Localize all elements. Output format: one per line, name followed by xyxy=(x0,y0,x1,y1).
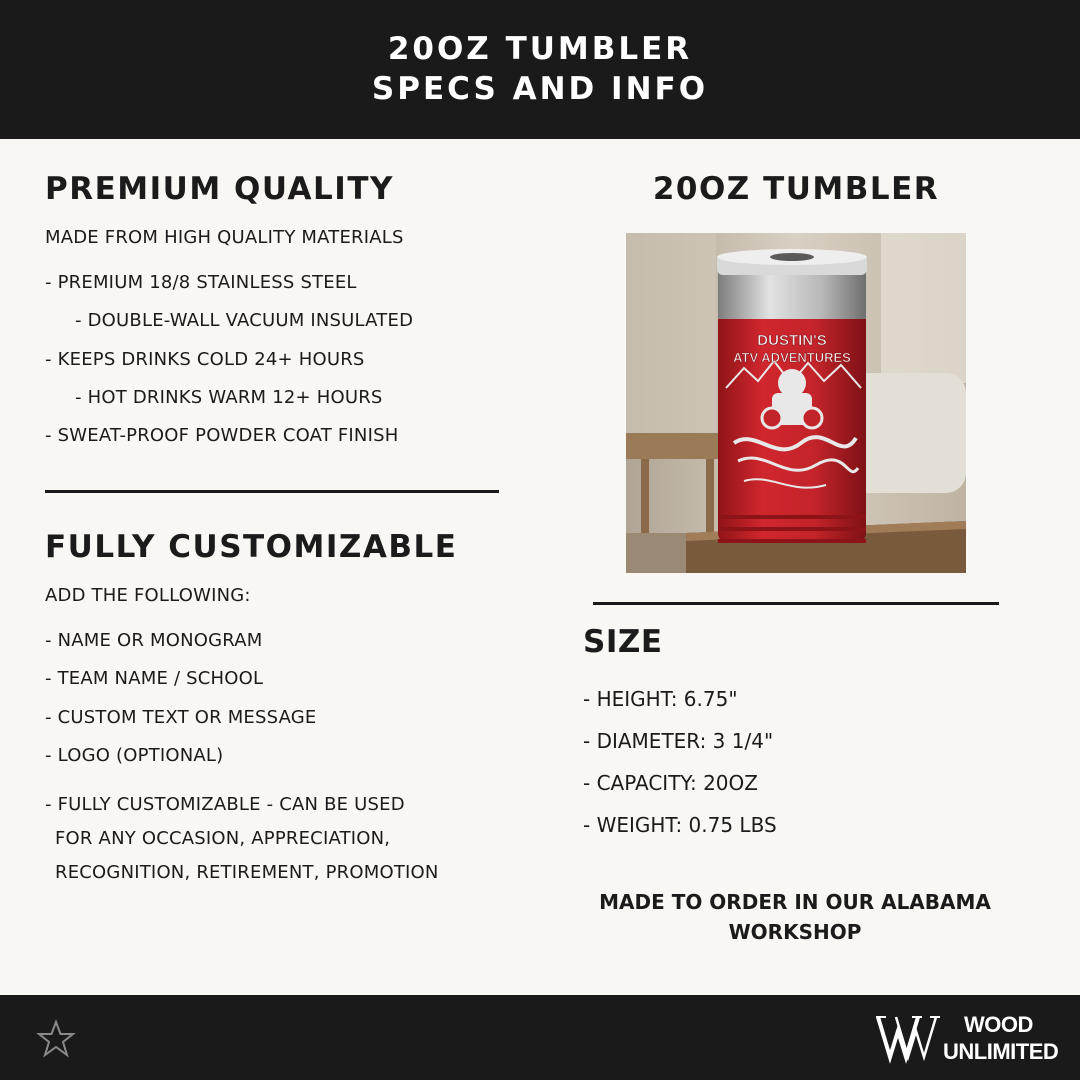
workshop-note xyxy=(580,887,1010,947)
custom-note-line: FOR ANY OCCASION, APPRECIATION, xyxy=(55,828,391,849)
premium-quality-title: PREMIUM QUALITY xyxy=(45,171,394,207)
product-title: 20OZ TUMBLER xyxy=(652,171,940,207)
page-footer xyxy=(0,995,1080,1080)
customizable-subtitle: ADD THE FOLLOWING: xyxy=(45,585,251,606)
engraving-line1: DUSTIN'S xyxy=(757,332,827,349)
header-title-line1: 20OZ TUMBLER xyxy=(387,31,693,67)
engraving-line2: ATV ADVENTURES xyxy=(733,350,851,365)
size-item: - CAPACITY: 20OZ xyxy=(583,771,758,795)
logo-word-unlimited: UNLIMITED xyxy=(943,1039,1059,1064)
premium-item: - SWEAT-PROOF POWDER COAT FINISH xyxy=(45,425,399,446)
custom-item: - LOGO (OPTIONAL) xyxy=(45,745,224,766)
workshop-line1: MADE TO ORDER IN OUR ALABAMA xyxy=(599,890,991,914)
premium-item: - PREMIUM 18/8 STAINLESS STEEL xyxy=(45,272,357,293)
size-title: SIZE xyxy=(583,624,663,660)
tumbler-product-photo xyxy=(626,233,966,573)
fully-customizable-title: FULLY CUSTOMIZABLE xyxy=(45,529,458,565)
premium-quality-subtitle: MADE FROM HIGH QUALITY MATERIALS xyxy=(45,227,404,248)
right-divider xyxy=(593,602,999,605)
page-header xyxy=(0,0,1080,139)
custom-item: - NAME OR MONOGRAM xyxy=(45,630,263,651)
logo-word-wood: WOOD xyxy=(964,1012,1033,1037)
wood-unlimited-logo xyxy=(876,1007,1059,1067)
premium-item: - KEEPS DRINKS COLD 24+ HOURS xyxy=(45,349,365,370)
premium-item: - DOUBLE-WALL VACUUM INSULATED xyxy=(75,310,414,331)
workshop-line2: WORKSHOP xyxy=(728,920,862,944)
custom-note-line: - FULLY CUSTOMIZABLE - CAN BE USED xyxy=(45,794,405,815)
w-monogram-icon xyxy=(876,1009,940,1065)
star-outline-icon xyxy=(36,1019,76,1059)
size-item: - DIAMETER: 3 1/4" xyxy=(583,729,774,753)
custom-item: - CUSTOM TEXT OR MESSAGE xyxy=(45,707,317,728)
premium-item: - HOT DRINKS WARM 12+ HOURS xyxy=(75,387,383,408)
custom-note-line: RECOGNITION, RETIREMENT, PROMOTION xyxy=(55,862,439,883)
size-item: - WEIGHT: 0.75 LBS xyxy=(583,813,777,837)
size-item: - HEIGHT: 6.75" xyxy=(583,687,738,711)
custom-item: - TEAM NAME / SCHOOL xyxy=(45,668,264,689)
left-divider xyxy=(45,490,499,493)
header-title-line2: SPECS AND INFO xyxy=(371,71,709,107)
